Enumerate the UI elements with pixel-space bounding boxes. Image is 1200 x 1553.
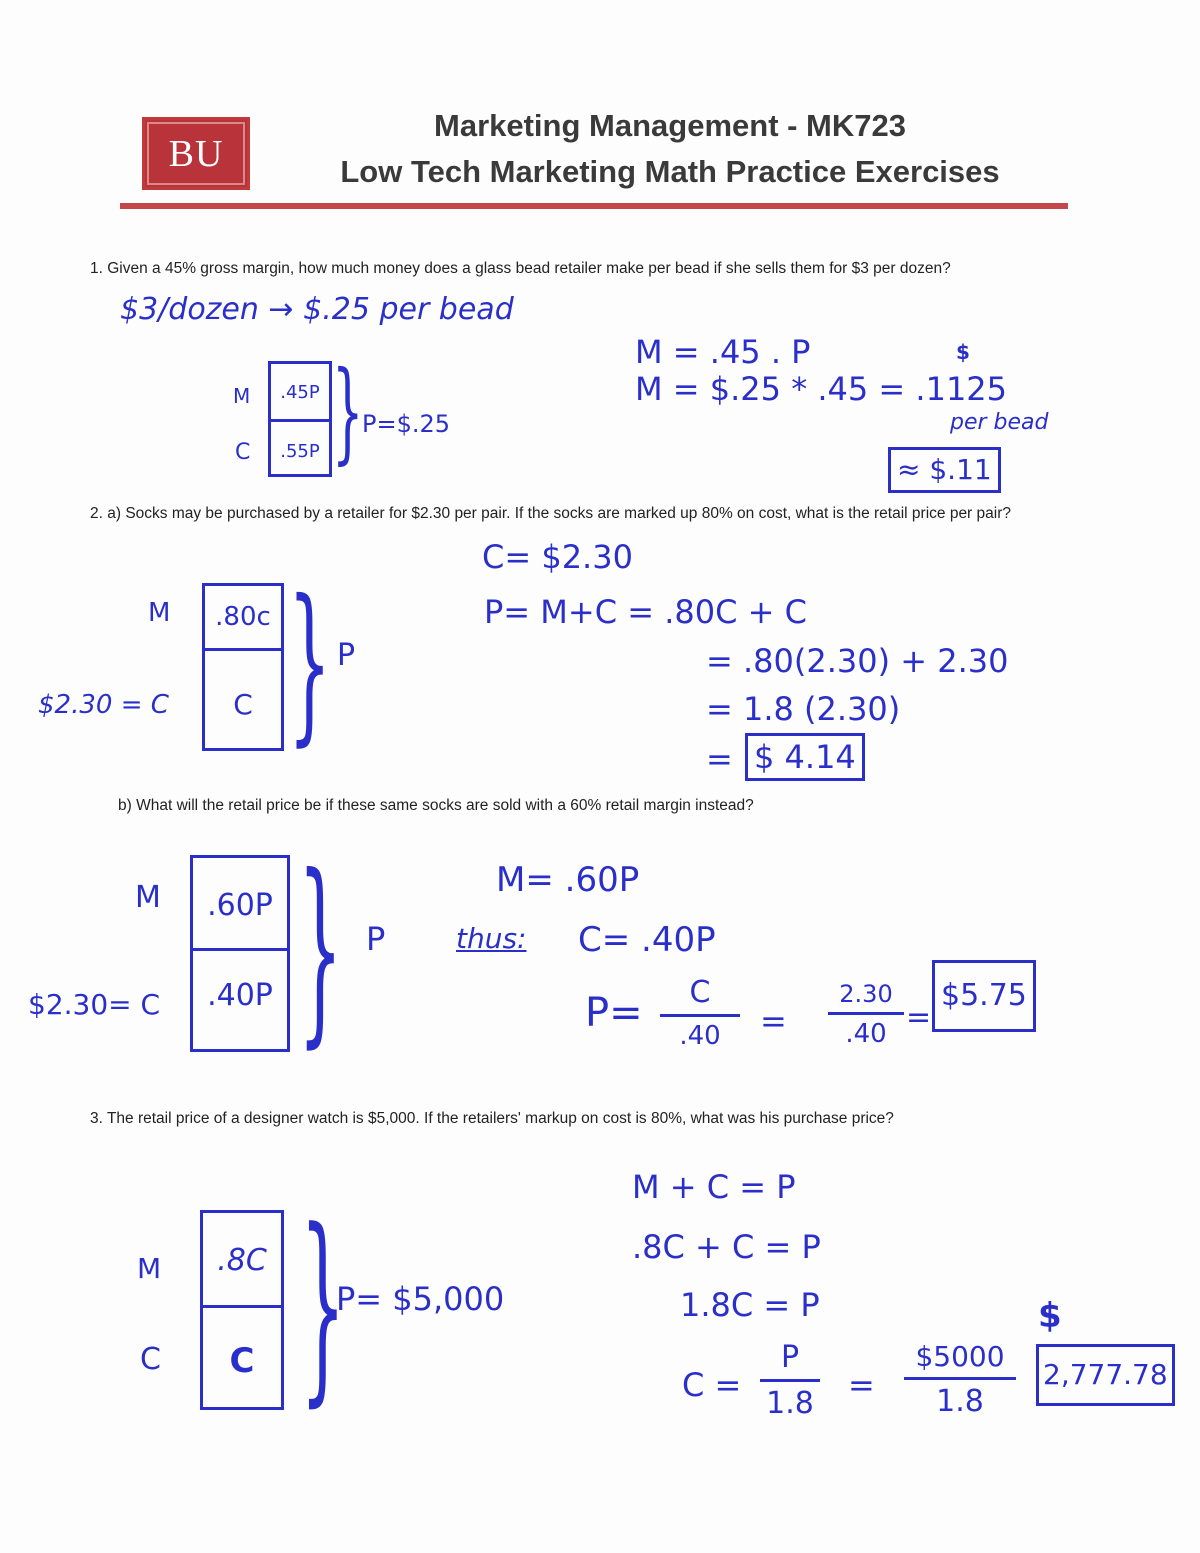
q3-markup-box: [200, 1210, 284, 1410]
question-3: 3. The retail price of a designer watch is $5,000. If the retailers' markup on cost is 80%, what was his purchase price?: [90, 1110, 894, 1127]
question-1: 1. Given a 45% gross margin, how much money does a glass bead retailer make per bead if she sells them for $3 per dozen?: [90, 260, 951, 277]
q2b-brace: }: [298, 833, 343, 1066]
q2b-margin-box: [190, 855, 290, 1052]
q2b-thus: thus:: [456, 922, 527, 955]
page-title: Marketing Management - MK723: [434, 108, 906, 143]
q2a-box-c: C: [233, 688, 253, 721]
q2b-den1: .40: [679, 1021, 721, 1051]
question-2b: b) What will the retail price be if these same socks are sold with a 60% retail margin instead?: [118, 797, 754, 814]
q2b-price-label: P: [366, 920, 386, 958]
q3-box-divider: [203, 1305, 281, 1308]
q2b-eq1: M= .60P: [496, 860, 640, 900]
q2b-equals-2: =: [906, 1000, 932, 1035]
q2b-frac1-bar: [660, 1014, 740, 1017]
q2a-box-divider: [205, 648, 281, 651]
q2b-fraction-2: [828, 980, 904, 1049]
q3-num2: $5000: [915, 1340, 1005, 1373]
q3-den2: 1.8: [936, 1384, 984, 1419]
q2b-box-c: .40P: [207, 978, 273, 1013]
q1-margin-box: [268, 361, 332, 477]
q3-eq3: 1.8C = P: [680, 1286, 820, 1324]
q2b-frac2-bar: [828, 1012, 904, 1015]
q2b-equals: =: [760, 1002, 787, 1040]
q2a-label-m: M: [148, 598, 171, 628]
q2b-p-eq: P=: [585, 990, 643, 1036]
q3-eq1: M + C = P: [632, 1168, 796, 1206]
q3-num1: P: [780, 1340, 800, 1375]
q3-box-c: C: [229, 1341, 255, 1381]
q1-label-m: M: [233, 384, 251, 408]
q1-label-c: C: [235, 440, 251, 465]
q2b-num1: C: [689, 975, 711, 1010]
q3-frac1-bar: [760, 1379, 820, 1382]
header-rule: [120, 203, 1068, 209]
page-subtitle: Low Tech Marketing Math Practice Exercises: [340, 154, 1000, 189]
q2a-eq2: = .80(2.30) + 2.30: [706, 642, 1009, 680]
q1-brace: }: [332, 347, 364, 475]
q3-answer-box: 2,777.78: [1036, 1344, 1175, 1406]
q3-dollar-mark: $: [1038, 1296, 1062, 1336]
q1-eq1: M = .45 . P: [635, 333, 811, 371]
q2b-den2: .40: [845, 1019, 887, 1049]
q1-box-c: .55P: [280, 441, 320, 462]
q2a-cost-eq: C= $2.30: [482, 538, 633, 576]
q3-fraction-2: [904, 1340, 1016, 1419]
q3-den1: 1.8: [766, 1386, 814, 1421]
q2b-label-c: $2.30= C: [28, 988, 161, 1021]
q3-fraction-1: [760, 1340, 820, 1421]
q3-box-m: .8C: [217, 1243, 267, 1278]
q2a-box-m: .80c: [215, 602, 271, 632]
q2b-label-m: M: [135, 880, 161, 915]
q2a-label-c: $2.30 = C: [38, 690, 169, 720]
q2a-markup-box: [202, 583, 284, 751]
q2a-brace: }: [288, 564, 332, 762]
q2b-box-divider: [193, 948, 287, 951]
q2a-eq4: =: [706, 740, 733, 778]
q2b-num2: 2.30: [839, 980, 893, 1008]
q2b-fraction-1: [660, 975, 740, 1051]
q3-equals: =: [848, 1366, 875, 1404]
q3-brace: }: [300, 1187, 346, 1425]
question-2a: 2. a) Socks may be purchased by a retailer for $2.30 per pair. If the socks are marked up 80% on cost, what is the retail price per pair?: [90, 505, 1011, 522]
q1-dollar-mark: $: [956, 340, 970, 364]
q1-box-m: .45P: [280, 382, 320, 403]
q3-frac2-bar: [904, 1377, 1016, 1380]
q2a-eq3: = 1.8 (2.30): [706, 690, 901, 728]
q3-label-m: M: [137, 1252, 162, 1285]
bu-logo: [142, 117, 250, 190]
q3-price-label: P= $5,000: [336, 1280, 505, 1318]
q1-eq2: M = $.25 * .45 = .1125: [635, 370, 1008, 408]
q2a-answer-box: $ 4.14: [745, 733, 865, 781]
logo-text: BU: [168, 133, 224, 175]
q1-answer-box: ≈ $.11: [888, 447, 1001, 493]
q3-label-c: C: [140, 1342, 161, 1377]
q2a-price-label: P: [337, 638, 356, 673]
q3-c-eq: C =: [682, 1366, 742, 1404]
q2b-eq2: C= .40P: [578, 920, 716, 960]
q2b-box-m: .60P: [207, 888, 273, 923]
q1-box-divider: [271, 419, 329, 422]
q2a-eq1: P= M+C = .80C + C: [484, 593, 807, 631]
q3-eq2: .8C + C = P: [632, 1228, 821, 1266]
q1-per-bead: per bead: [950, 410, 1049, 435]
q1-dozen-conversion: $3/dozen → $.25 per bead: [120, 292, 514, 327]
q1-price-label: P=$.25: [362, 410, 451, 438]
q2b-answer-box: $5.75: [932, 960, 1036, 1032]
